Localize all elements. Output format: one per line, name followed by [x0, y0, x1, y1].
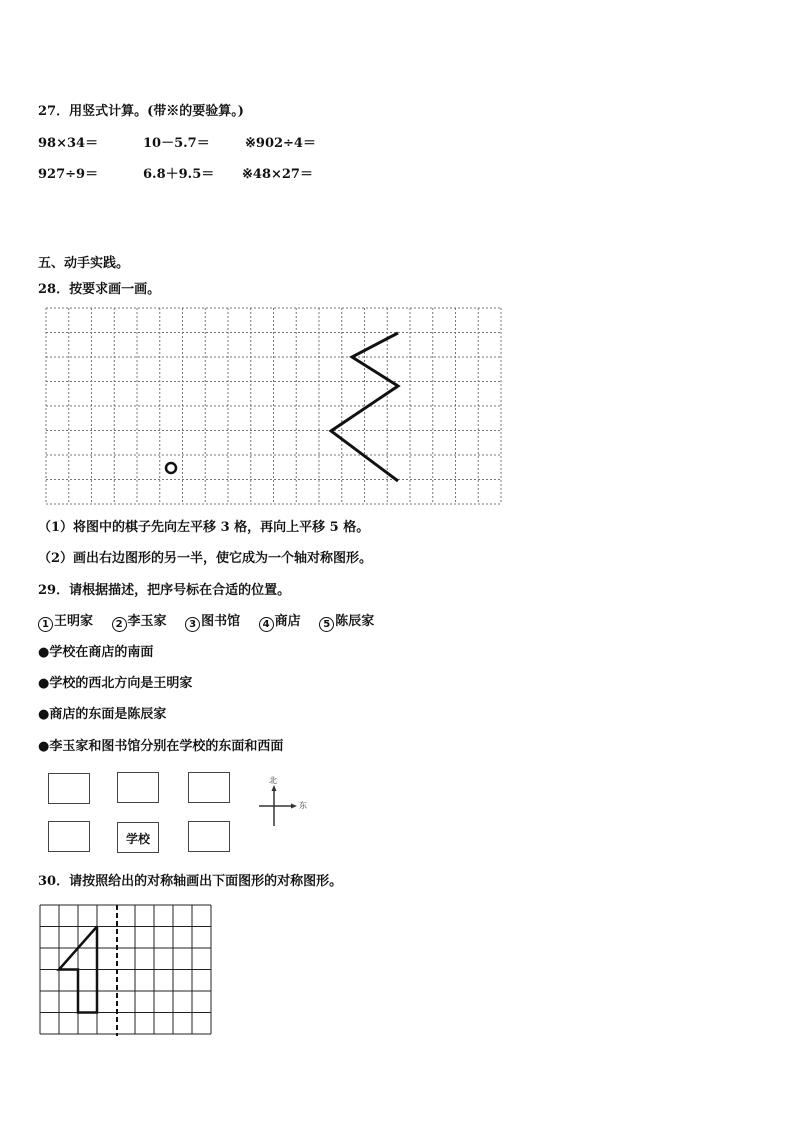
legend-item [185, 614, 240, 629]
q27-problem: ※48×27＝ [242, 167, 313, 182]
school-label: 学校 [125, 832, 150, 846]
map-slot-box[interactable] [48, 821, 90, 852]
q28-title: 28．按要求画一画。 [38, 282, 161, 297]
legend-label: 图书馆 [201, 614, 241, 629]
q30-title: 30．请按照给出的对称轴画出下面图形的对称图形。 [38, 874, 343, 889]
legend-label: 商店 [274, 614, 301, 629]
legend-item [259, 614, 301, 629]
q30-grid [40, 905, 214, 1036]
q29-clue: ●商店的东面是陈辰家 [38, 707, 167, 722]
q29-clue: ●学校的西北方向是王明家 [38, 676, 193, 691]
q29-title: 29．请根据描述，把序号标在合适的位置。 [38, 583, 291, 598]
number-badge: 2 [112, 617, 127, 632]
q28-dotted-grid [46, 308, 502, 505]
map-slot-box[interactable] [48, 773, 90, 804]
number-badge: 3 [185, 617, 200, 632]
map-slot-box[interactable] [117, 772, 159, 803]
q27-problem: ※902÷4＝ [245, 136, 316, 151]
legend-item [319, 614, 374, 629]
q27-title: 27．用竖式计算。(带※的要验算。) [38, 104, 244, 119]
map-slot-box[interactable] [188, 772, 230, 803]
number-badge: 4 [259, 617, 274, 632]
legend-label: 陈辰家 [335, 614, 375, 629]
q28-instruction-2: （2）画出右边图形的另一半，使它成为一个轴对称图形。 [38, 551, 373, 566]
q27-problem: 927÷9＝ [38, 167, 99, 182]
legend-label: 王明家 [54, 614, 94, 629]
legend-label: 李玉家 [127, 614, 167, 629]
number-badge: 1 [38, 617, 53, 632]
q29-clue: ●李玉家和图书馆分别在学校的东面和西面 [38, 739, 284, 754]
legend-item [38, 614, 93, 629]
section-title: 五、动手实践。 [38, 256, 130, 271]
school-box [117, 822, 159, 853]
compass-icon [256, 778, 316, 828]
east-label: 东 [299, 801, 307, 810]
q28-instruction-1: （1）将图中的棋子先向左平移 3 格，再向上平移 5 格。 [38, 520, 370, 535]
q27-problem: 6.8＋9.5＝ [143, 167, 215, 182]
map-slot-box[interactable] [188, 821, 230, 852]
chess-piece [166, 463, 176, 473]
q29-legend [38, 614, 388, 632]
north-label: 北 [269, 776, 277, 785]
q27-problem: 10－5.7＝ [143, 136, 210, 151]
number-badge: 5 [319, 617, 334, 632]
q29-clue: ●学校在商店的南面 [38, 645, 154, 660]
legend-item [112, 614, 167, 629]
q27-problem: 98×34＝ [38, 136, 99, 151]
half-shape-zigzag [331, 333, 398, 481]
